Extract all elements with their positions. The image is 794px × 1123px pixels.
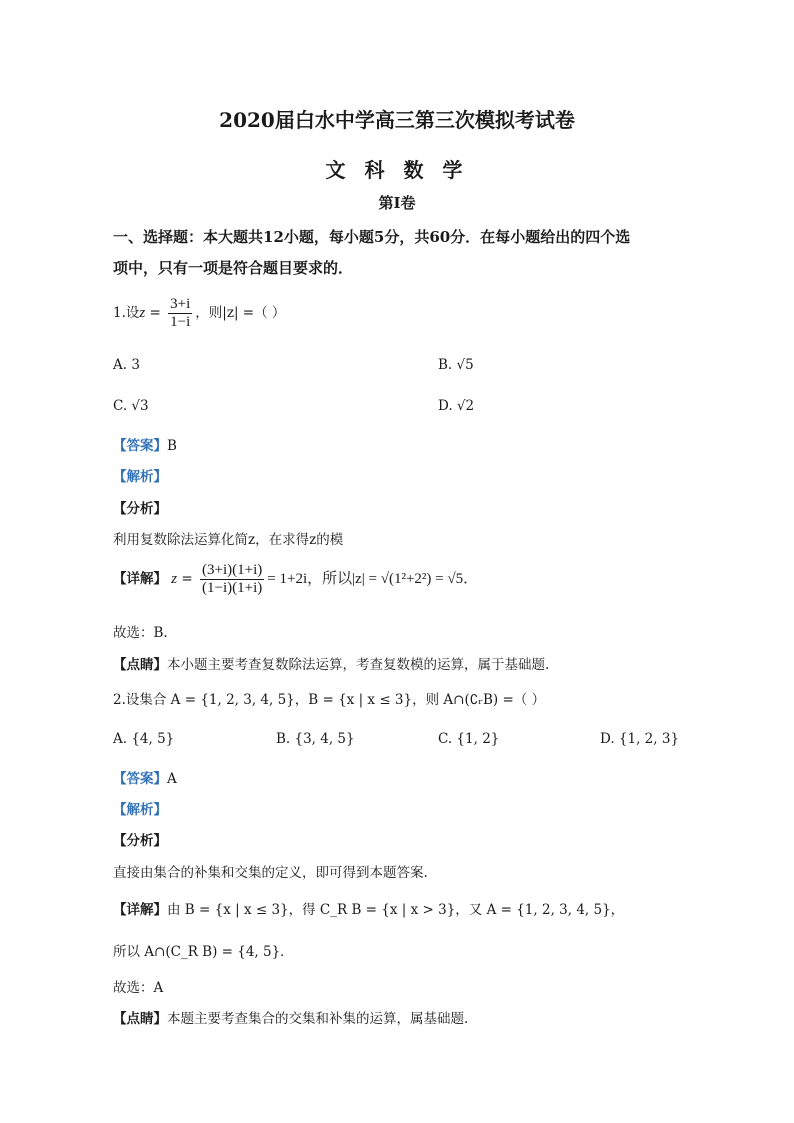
q2-detail: 由 B = {x | x ≤ 3}，得 C_R B = {x | x > 3}，又 A = {1, 2, 3, 4, 5}， xyxy=(167,902,625,918)
volume-title: 第Ⅰ卷 xyxy=(378,194,416,212)
q1-analysis-tag: 【解析】 xyxy=(113,469,167,485)
q2-fenxi: 直接由集合的补集和交集的定义，即可得到本题答案. xyxy=(113,865,428,881)
q2-comment-tag: 【点睛】 xyxy=(113,1011,167,1027)
q2-option-c: C. {1, 2} xyxy=(438,731,500,747)
q2-choose: 故选：A xyxy=(113,980,164,996)
q2-fenxi-tag: 【分析】 xyxy=(113,833,167,849)
section-instruction-line1: 一、选择题：本大题共12小题，每小题5分，共60分．在每小题给出的四个选 xyxy=(113,228,631,246)
q1-stem: 1.设z = $\frac{3+i}{1-i}$ ，则|z| =（ ） xyxy=(113,296,286,330)
q1-comment-tag: 【点睛】 xyxy=(113,657,167,673)
q2-comment-line xyxy=(113,1007,468,1027)
q1-detail-tag: 【详解】 xyxy=(113,571,167,587)
q1-choose: 故选：B. xyxy=(113,625,168,641)
exam-title: 2020届白水中学高三第三次模拟考试卷 xyxy=(219,108,575,132)
q2-detail2: 所以 A∩(C_R B) = {4, 5}． xyxy=(113,944,294,960)
q2-answer-tag: 【答案】 xyxy=(113,771,167,787)
q1-option-c: C. √3 xyxy=(113,398,149,414)
q1-detail-tail: = 1+2i，所以|z| = √(1²+2²) = √5． xyxy=(267,571,479,587)
q1-fraction xyxy=(168,296,192,331)
q2-option-b: B. {3, 4, 5} xyxy=(276,731,355,747)
q1-prefix: 1.设 xyxy=(113,305,140,321)
q1-option-b: B. √5 xyxy=(438,357,474,373)
q2-answer: A xyxy=(167,771,177,787)
q1-comment-line xyxy=(113,653,549,673)
q2-stem: 2.设集合 A = {1, 2, 3, 4, 5}，B = {x | x ≤ 3}，则 A∩(∁ᵣB) =（ ） xyxy=(113,692,546,708)
q1-answer: B xyxy=(167,438,177,454)
q2-detail-tag: 【详解】 xyxy=(113,902,167,918)
q1-tail: ，则|z| =（ ） xyxy=(195,305,286,321)
subject-title: 文 科 数 学 xyxy=(325,158,469,182)
q2-option-a: A. {4, 5} xyxy=(113,731,175,747)
q1-frac-numerator: 3+i xyxy=(170,296,191,312)
q1-comment: 本小题主要考查复数除法运算，考查复数模的运算，属于基础题. xyxy=(167,657,550,673)
q1-detail-numerator: (3+i)(1+i) xyxy=(202,562,263,578)
q1-option-d: D. √2 xyxy=(438,398,475,414)
q1-frac-denominator: 1−i xyxy=(170,314,191,330)
q1-detail-denominator: (1−i)(1+i) xyxy=(202,580,263,596)
q2-analysis-tag: 【解析】 xyxy=(113,802,167,818)
q2-answer-line xyxy=(113,767,177,787)
q1-fenxi-tag: 【分析】 xyxy=(113,501,167,517)
q1-detail-fraction xyxy=(200,562,264,597)
q2-option-d: D. {1, 2, 3} xyxy=(600,731,680,747)
q1-fenxi: 利用复数除法运算化简z，在求得z的模 xyxy=(113,532,344,548)
q1-detail-line: 【详解】 z = $\frac{(3+i)(1+i)}{(1-i)(1+i)}$ = 1+2i，所以|z| = √(1²+2²) = √5． xyxy=(113,562,479,596)
q1-answer-line xyxy=(113,434,177,454)
section-instruction-line2: 项中，只有一项是符合题目要求的． xyxy=(113,259,354,277)
q1-answer-tag: 【答案】 xyxy=(113,438,167,454)
q1-option-a: A. 3 xyxy=(113,357,140,373)
q2-detail-line xyxy=(113,898,624,918)
q2-comment: 本题主要考查集合的交集和补集的运算，属基础题. xyxy=(167,1011,469,1027)
